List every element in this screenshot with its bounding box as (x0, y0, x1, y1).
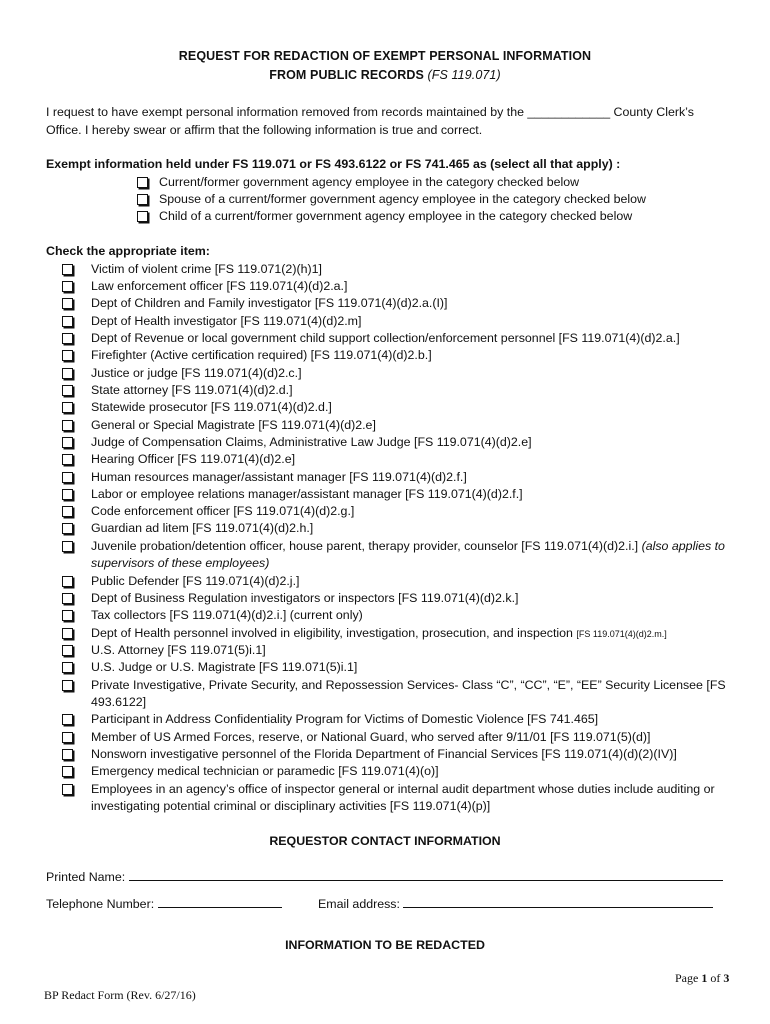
title-statute-ref: (FS 119.071) (427, 68, 501, 82)
checkbox[interactable] (62, 333, 73, 344)
check-item[interactable]: Statewide prosecutor [FS 119.071(4)(d)2.d.] (62, 399, 742, 416)
check-item[interactable]: General or Special Magistrate [FS 119.071(4)(d)2.e] (62, 417, 742, 434)
intro-paragraph (46, 104, 736, 139)
supervisor-note: (also applies to supervisors of these employees) (91, 539, 725, 571)
checkbox[interactable] (62, 784, 73, 795)
checkbox[interactable] (62, 472, 73, 483)
email-input-line[interactable] (403, 896, 713, 908)
checkbox[interactable] (62, 541, 73, 552)
exempt-option-label: Spouse of a current/former government agency employee in the category checked below (159, 192, 646, 206)
check-item[interactable]: Dept of Health personnel involved in eligibility, investigation, prosecution, and inspection [FS 119.071(4)(d)2.m.] (62, 625, 742, 643)
telephone-label: Telephone Number: (46, 897, 155, 911)
checkbox[interactable] (62, 749, 73, 760)
checkbox[interactable] (62, 402, 73, 413)
checkbox[interactable] (62, 645, 73, 656)
check-item[interactable]: Dept of Health investigator [FS 119.071(4)(d)2.m] (62, 313, 742, 330)
check-item[interactable]: Private Investigative, Private Security, and Repossession Services- Class “C”, “CC”, “E”, “EE” Security Licensee [FS 493.6122] (62, 677, 742, 712)
checkbox[interactable] (62, 350, 73, 361)
email-field[interactable] (318, 896, 713, 911)
check-item[interactable]: Dept of Revenue or local government child support collection/enforcement personnel [FS 119.071(4)(d)2.a.] (62, 330, 742, 347)
check-item[interactable]: Human resources manager/assistant manager [FS 119.071(4)(d)2.f.] (62, 469, 742, 486)
intro-line-1: I request to have exempt personal information removed from records maintained by the ____________ County Clerk’s (46, 105, 694, 119)
printed-name-input-line[interactable] (129, 869, 723, 881)
check-item[interactable]: Firefighter (Active certification required) [FS 119.071(4)(d)2.b.] (62, 347, 742, 364)
checkbox[interactable] (62, 523, 73, 534)
check-item[interactable]: Dept of Children and Family investigator [FS 119.071(4)(d)2.a.(I)] (62, 295, 742, 312)
checkbox[interactable] (62, 298, 73, 309)
check-item[interactable]: Tax collectors [FS 119.071(4)(d)2.i.] (current only) (62, 607, 742, 624)
printed-name-label: Printed Name: (46, 870, 126, 884)
check-item[interactable]: U.S. Judge or U.S. Magistrate [FS 119.071(5)i.1] (62, 659, 742, 676)
checkbox[interactable] (62, 420, 73, 431)
check-item[interactable]: Public Defender [FS 119.071(4)(d)2.j.] (62, 573, 742, 590)
checkbox[interactable] (62, 316, 73, 327)
checkbox[interactable] (137, 194, 148, 205)
exempt-option-label: Current/former government agency employee in the category checked below (159, 175, 580, 189)
check-item[interactable]: Hearing Officer [FS 119.071(4)(d)2.e] (62, 451, 742, 468)
printed-name-field[interactable] (46, 869, 723, 884)
checkbox[interactable] (62, 593, 73, 604)
check-item[interactable]: Nonsworn investigative personnel of the Florida Department of Financial Services [FS 119.071(4)(d)(2)(IV)] (62, 746, 742, 763)
redact-heading: INFORMATION TO BE REDACTED (285, 938, 485, 952)
checkbox[interactable] (62, 454, 73, 465)
check-item[interactable]: Participant in Address Confidentiality Program for Victims of Domestic Violence [FS 741.465] (62, 711, 742, 728)
check-item[interactable]: Victim of violent crime [FS 119.071(2)(h)1] (62, 261, 742, 278)
checkbox[interactable] (62, 732, 73, 743)
checkbox[interactable] (62, 368, 73, 379)
check-item[interactable]: Juvenile probation/detention officer, house parent, therapy provider, counselor [FS 119.071(4)(d)2.i.] (also applies to supervisors of these employees) (62, 538, 742, 573)
check-item[interactable]: Labor or employee relations manager/assistant manager [FS 119.071(4)(d)2.f.] (62, 486, 742, 503)
checkbox[interactable] (62, 281, 73, 292)
check-item[interactable]: Employees in an agency’s office of inspector general or internal audit department whose duties include auditing or investigating potential criminal or disciplinary activities [FS 119.071(4)(p)] (62, 781, 742, 816)
check-item[interactable]: Member of US Armed Forces, reserve, or National Guard, who served after 9/11/01 [FS 119.071(5)(d)] (62, 729, 742, 746)
checkbox[interactable] (137, 211, 148, 222)
health-statute-ref: [FS 119.071(4)(d)2.m.] (576, 629, 667, 639)
checkbox[interactable] (62, 662, 73, 673)
checkbox[interactable] (62, 576, 73, 587)
contact-heading: REQUESTOR CONTACT INFORMATION (269, 834, 501, 848)
checkbox[interactable] (62, 385, 73, 396)
check-item[interactable]: Guardian ad litem [FS 119.071(4)(d)2.h.] (62, 520, 742, 537)
check-item[interactable]: Dept of Business Regulation investigators or inspectors [FS 119.071(4)(d)2.k.] (62, 590, 742, 607)
check-item[interactable]: Code enforcement officer [FS 119.071(4)(d)2.g.] (62, 503, 742, 520)
checkbox[interactable] (62, 437, 73, 448)
exempt-heading: Exempt information held under FS 119.071 or FS 493.6122 or FS 741.465 as (select all that apply) : (46, 157, 621, 171)
checkbox[interactable] (62, 766, 73, 777)
email-label: Email address: (318, 897, 400, 911)
check-item[interactable]: Emergency medical technician or paramedic [FS 119.071(4)(o)] (62, 763, 742, 780)
intro-line-2: Office. I hereby swear or affirm that the following information is true and correct. (46, 122, 483, 137)
document-subtitle (0, 68, 770, 82)
checkbox[interactable] (62, 628, 73, 639)
check-item[interactable]: State attorney [FS 119.071(4)(d)2.d.] (62, 382, 742, 399)
title-line-2: FROM PUBLIC RECORDS (269, 68, 424, 82)
document-title (0, 49, 770, 63)
check-heading: Check the appropriate item: (46, 244, 210, 258)
form-revision-id: BP Redact Form (Rev. 6/27/16) (44, 988, 196, 1002)
check-item[interactable]: U.S. Attorney [FS 119.071(5)i.1] (62, 642, 742, 659)
checkbox[interactable] (62, 264, 73, 275)
checkbox[interactable] (62, 680, 73, 691)
telephone-input-line[interactable] (158, 896, 282, 908)
check-item[interactable]: Justice or judge [FS 119.071(4)(d)2.c.] (62, 365, 742, 382)
checkbox[interactable] (62, 610, 73, 621)
page-number: Page 1 of 3 (675, 971, 730, 985)
exempt-option-label: Child of a current/former government agency employee in the category checked below (159, 209, 633, 223)
checkbox[interactable] (62, 714, 73, 725)
check-item[interactable]: Judge of Compensation Claims, Administrative Law Judge [FS 119.071(4)(d)2.e] (62, 434, 742, 451)
checkbox[interactable] (62, 489, 73, 500)
telephone-field[interactable] (46, 896, 282, 911)
check-item[interactable]: Law enforcement officer [FS 119.071(4)(d)2.a.] (62, 278, 742, 295)
title-line-1: REQUEST FOR REDACTION OF EXEMPT PERSONAL INFORMATION (178, 49, 592, 63)
checkbox[interactable] (137, 177, 148, 188)
checkbox[interactable] (62, 506, 73, 517)
